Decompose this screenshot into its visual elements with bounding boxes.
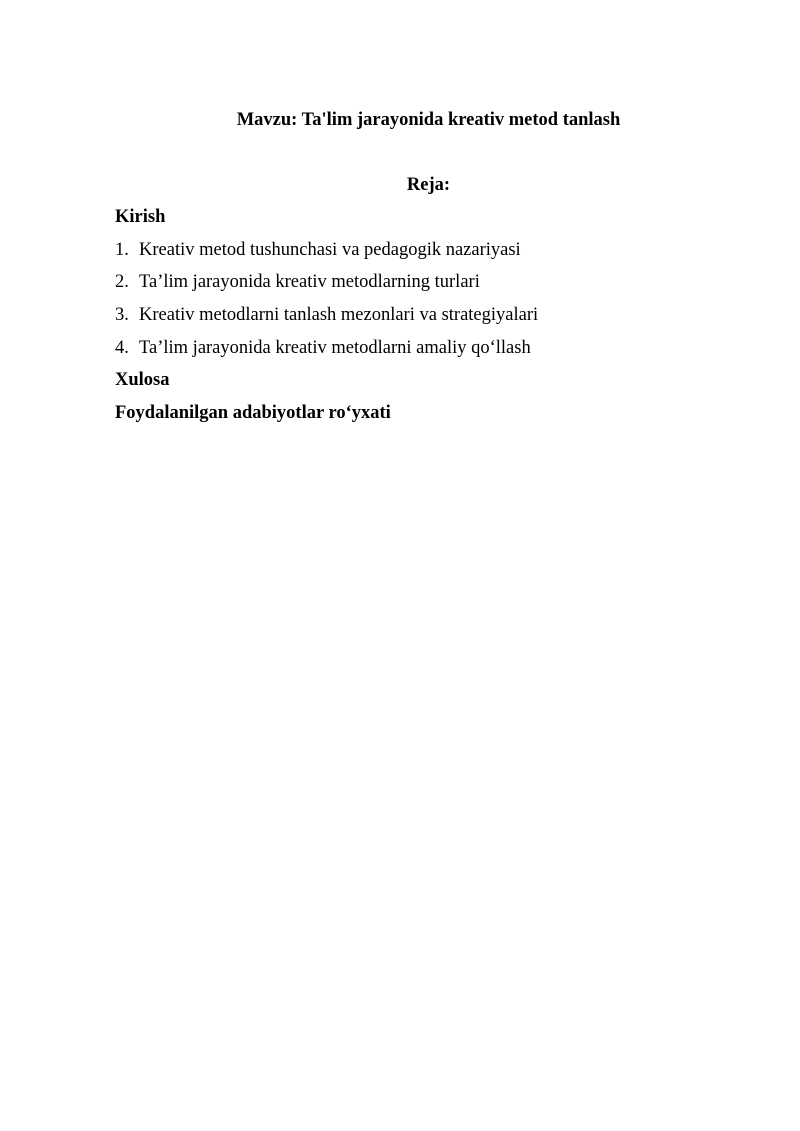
intro-heading: Kirish: [115, 207, 166, 227]
plan-item-number: 3.: [115, 305, 129, 326]
plan-item-3: [115, 303, 755, 336]
plan-item-text: Ta’lim jarayonida kreativ metodlarning turlari: [139, 272, 480, 293]
topic-title: Mavzu: Ta'lim jarayonida kreativ metod tanlash: [236, 110, 621, 130]
plan-item-number: 2.: [115, 272, 129, 293]
plan-list: [115, 205, 755, 434]
plan-item-text: Kreativ metodlarni tanlash mezonlari va strategiyalari: [139, 305, 539, 326]
plan-item-text: Ta’lim jarayonida kreativ metodlarni amaliy qo‘llash: [139, 337, 531, 358]
plan-item-number: 4.: [115, 337, 129, 358]
plan-item-4: [115, 336, 755, 369]
plan-item-1: [115, 238, 755, 271]
plan-item-2: [115, 270, 755, 303]
plan-item-text: Kreativ metod tushunchasi va pedagogik nazariyasi: [139, 239, 521, 260]
conclusion-heading: Xulosa: [115, 370, 170, 391]
references-heading: Foydalanilgan adabiyotlar ro‘yxati: [115, 403, 391, 424]
plan-heading: Reja:: [406, 175, 451, 195]
plan-item-number: 1.: [115, 239, 129, 260]
